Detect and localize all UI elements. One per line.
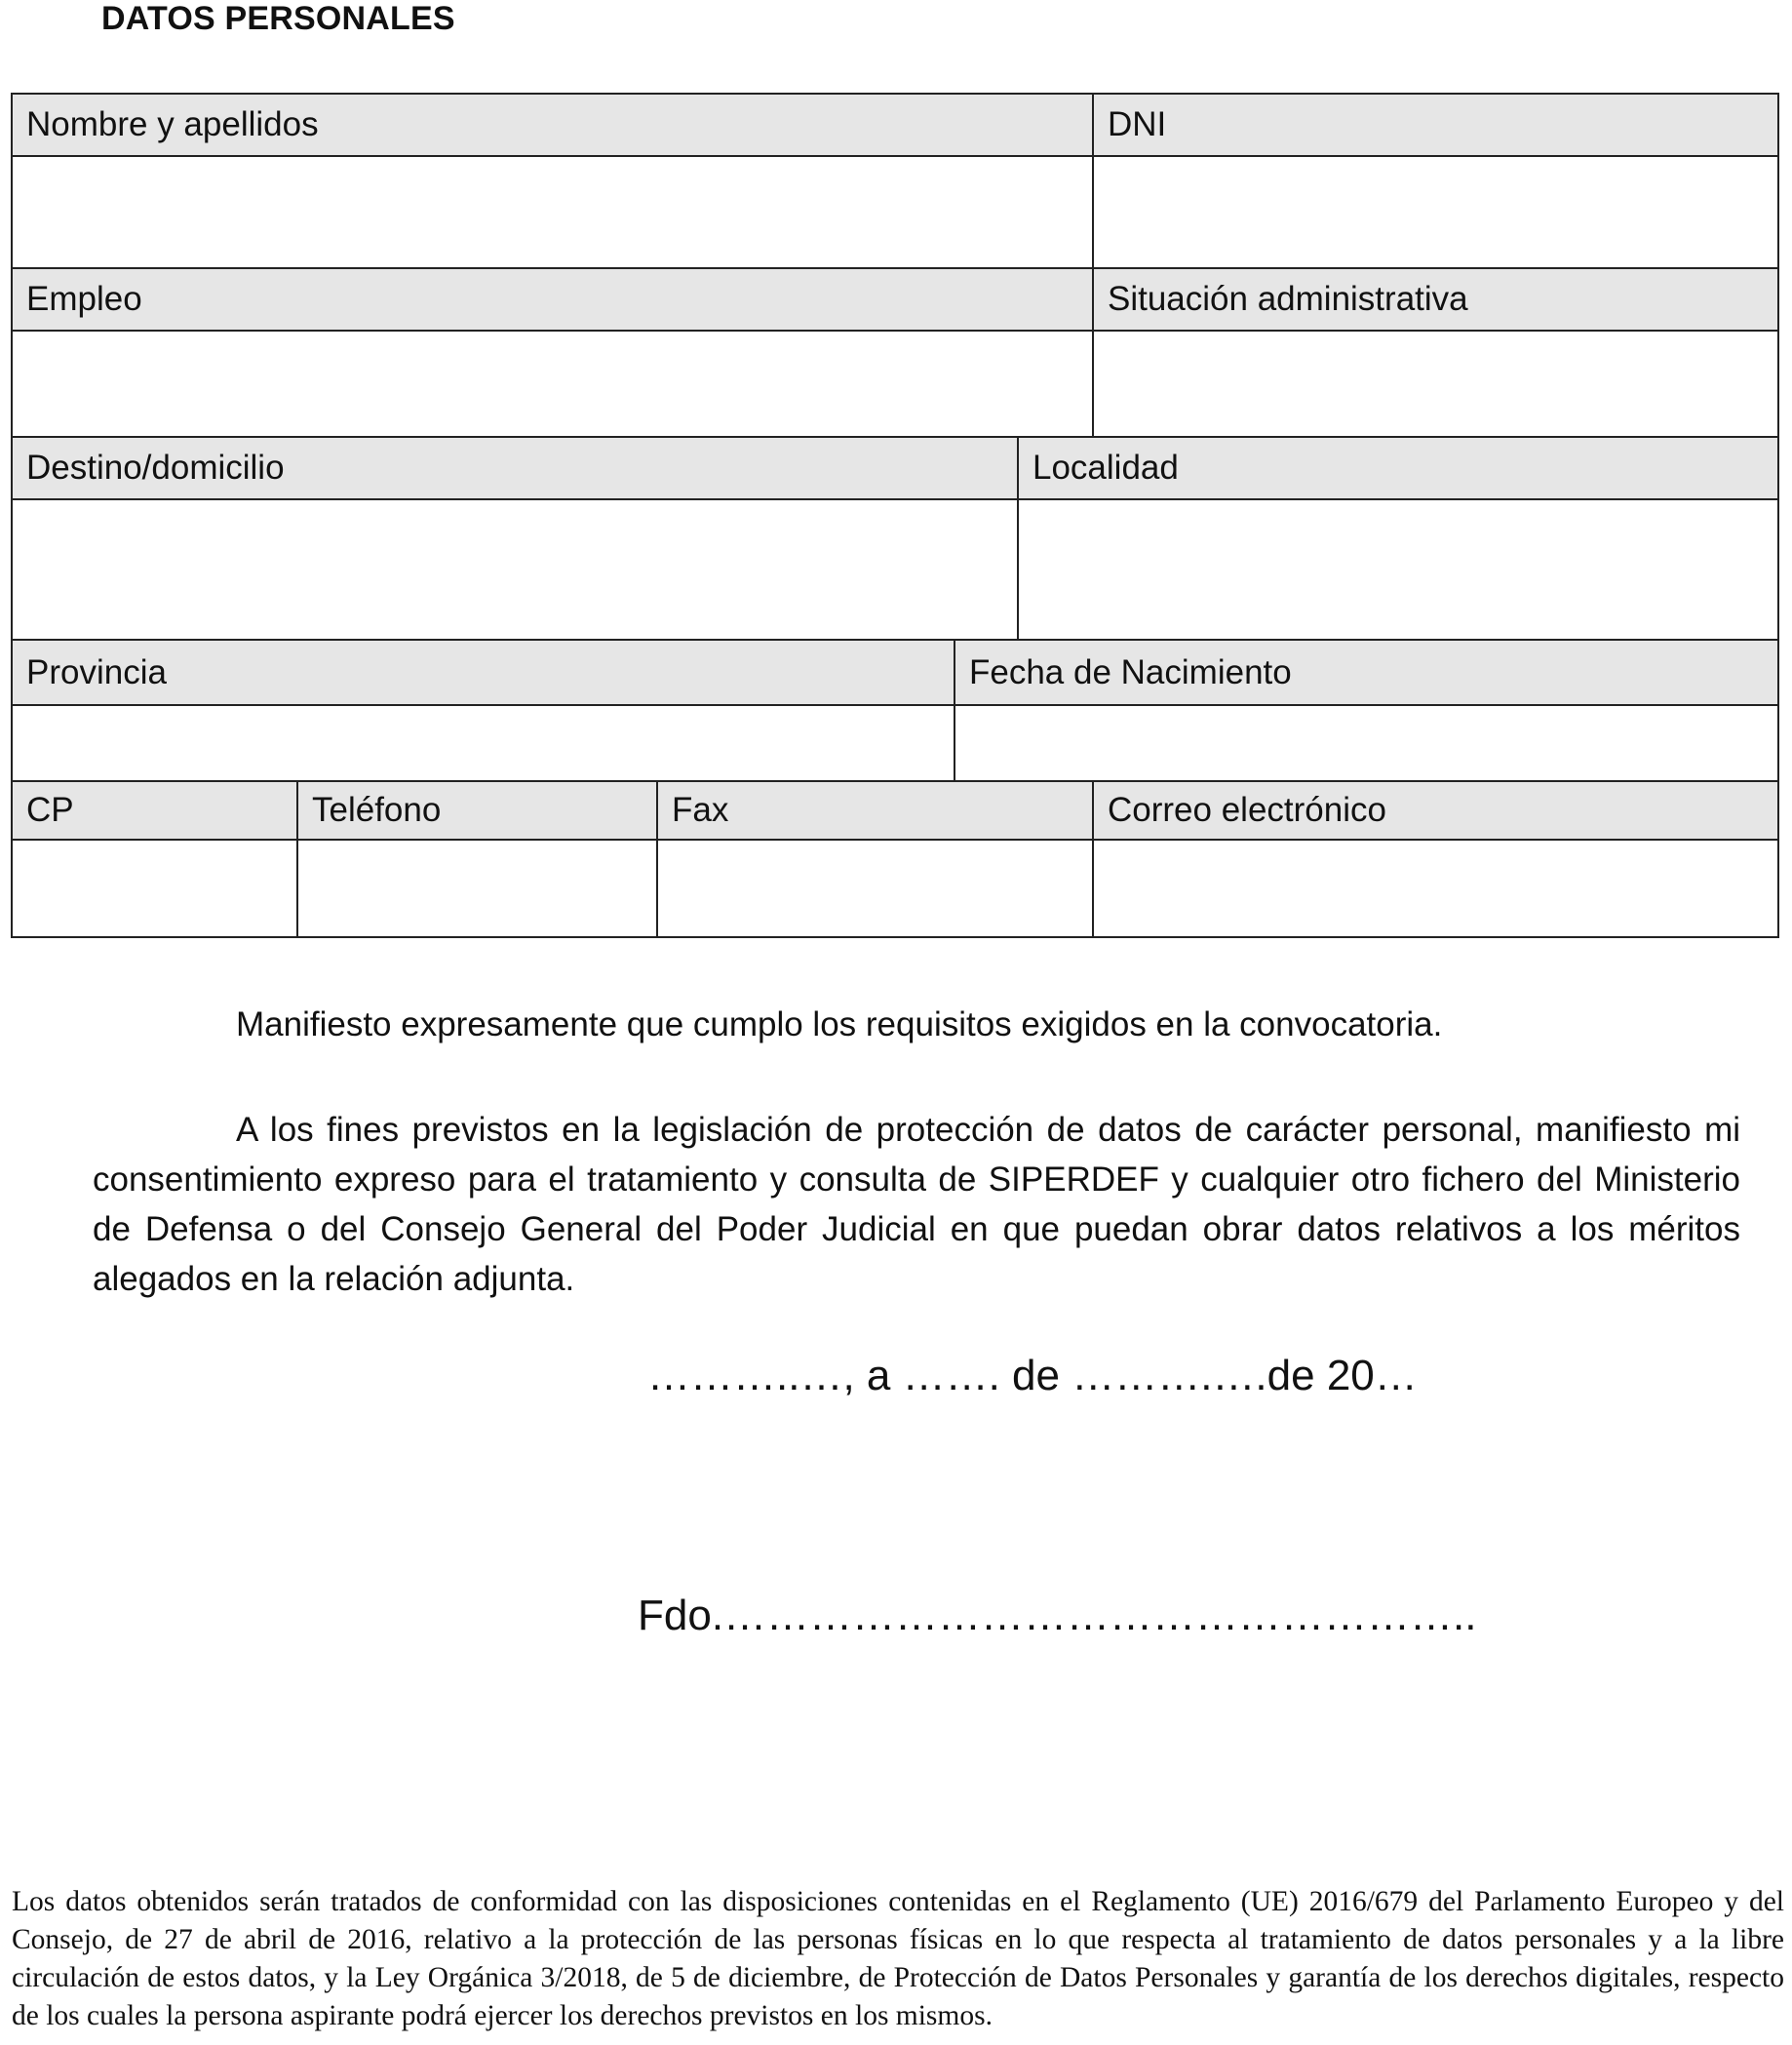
fecha-field[interactable] (955, 706, 1777, 782)
dni-label: DNI (1094, 95, 1777, 157)
requirements-declaration: Manifiesto expresamente que cumplo los requisitos exigidos en la convocatoria. (236, 1005, 1443, 1043)
section-title: DATOS PERSONALES (101, 0, 455, 37)
cp-field[interactable] (13, 841, 298, 936)
nombre-field[interactable] (13, 157, 1094, 269)
cp-label: CP (13, 782, 298, 841)
localidad-label: Localidad (1019, 438, 1777, 500)
empleo-label: Empleo (13, 269, 1094, 332)
fecha-label: Fecha de Nacimiento (955, 641, 1777, 706)
fax-field[interactable] (658, 841, 1094, 936)
destino-field[interactable] (13, 500, 1019, 641)
correo-label: Correo electrónico (1094, 782, 1777, 841)
correo-field[interactable] (1094, 841, 1777, 936)
localidad-field[interactable] (1019, 500, 1777, 641)
dni-field[interactable] (1094, 157, 1777, 269)
telefono-field[interactable] (298, 841, 658, 936)
provincia-field[interactable] (13, 706, 955, 782)
consent-paragraph: A los fines previstos en la legislación de protección de datos de carácter personal, manifiesto mi consentimiento expreso para el tratamiento y consulta de SIPERDEF y cualquier otro fichero del Ministerio de Defensa o del Consejo General del Poder Judicial en que puedan obrar datos relativos a los méritos alegados en la relación adjunta. (93, 1111, 1740, 1298)
data-protection-note: Los datos obtenidos serán tratados de conformidad con las disposiciones contenidas en el Reglamento (UE) 2016/679 del Parlamento Europeo y del Consejo, de 27 de abril de 2016, relativo a la protección de las personas físicas en lo que respecta al tratamiento de datos personales y a la libre circulación de estos datos, y la Ley Orgánica 3/2018, de 5 de diciembre, de Protección de Datos Personales y garantía de los derechos digitales, respecto de los cuales la persona aspirante podrá ejercer los derechos previstos en los mismos. (12, 1886, 1784, 2031)
empleo-field[interactable] (13, 332, 1094, 438)
fax-label: Fax (658, 782, 1094, 841)
signature-line: Fdo.…………………………………………….. (638, 1592, 1477, 1639)
situacion-label: Situación administrativa (1094, 269, 1777, 332)
personal-data-form (11, 93, 1779, 938)
provincia-label: Provincia (13, 641, 955, 706)
destino-label: Destino/domicilio (13, 438, 1019, 500)
situacion-field[interactable] (1094, 332, 1777, 438)
nombre-label: Nombre y apellidos (13, 95, 1094, 157)
telefono-label: Teléfono (298, 782, 658, 841)
date-line: ………..…, a ……. de ……….….de 20… (647, 1352, 1418, 1399)
